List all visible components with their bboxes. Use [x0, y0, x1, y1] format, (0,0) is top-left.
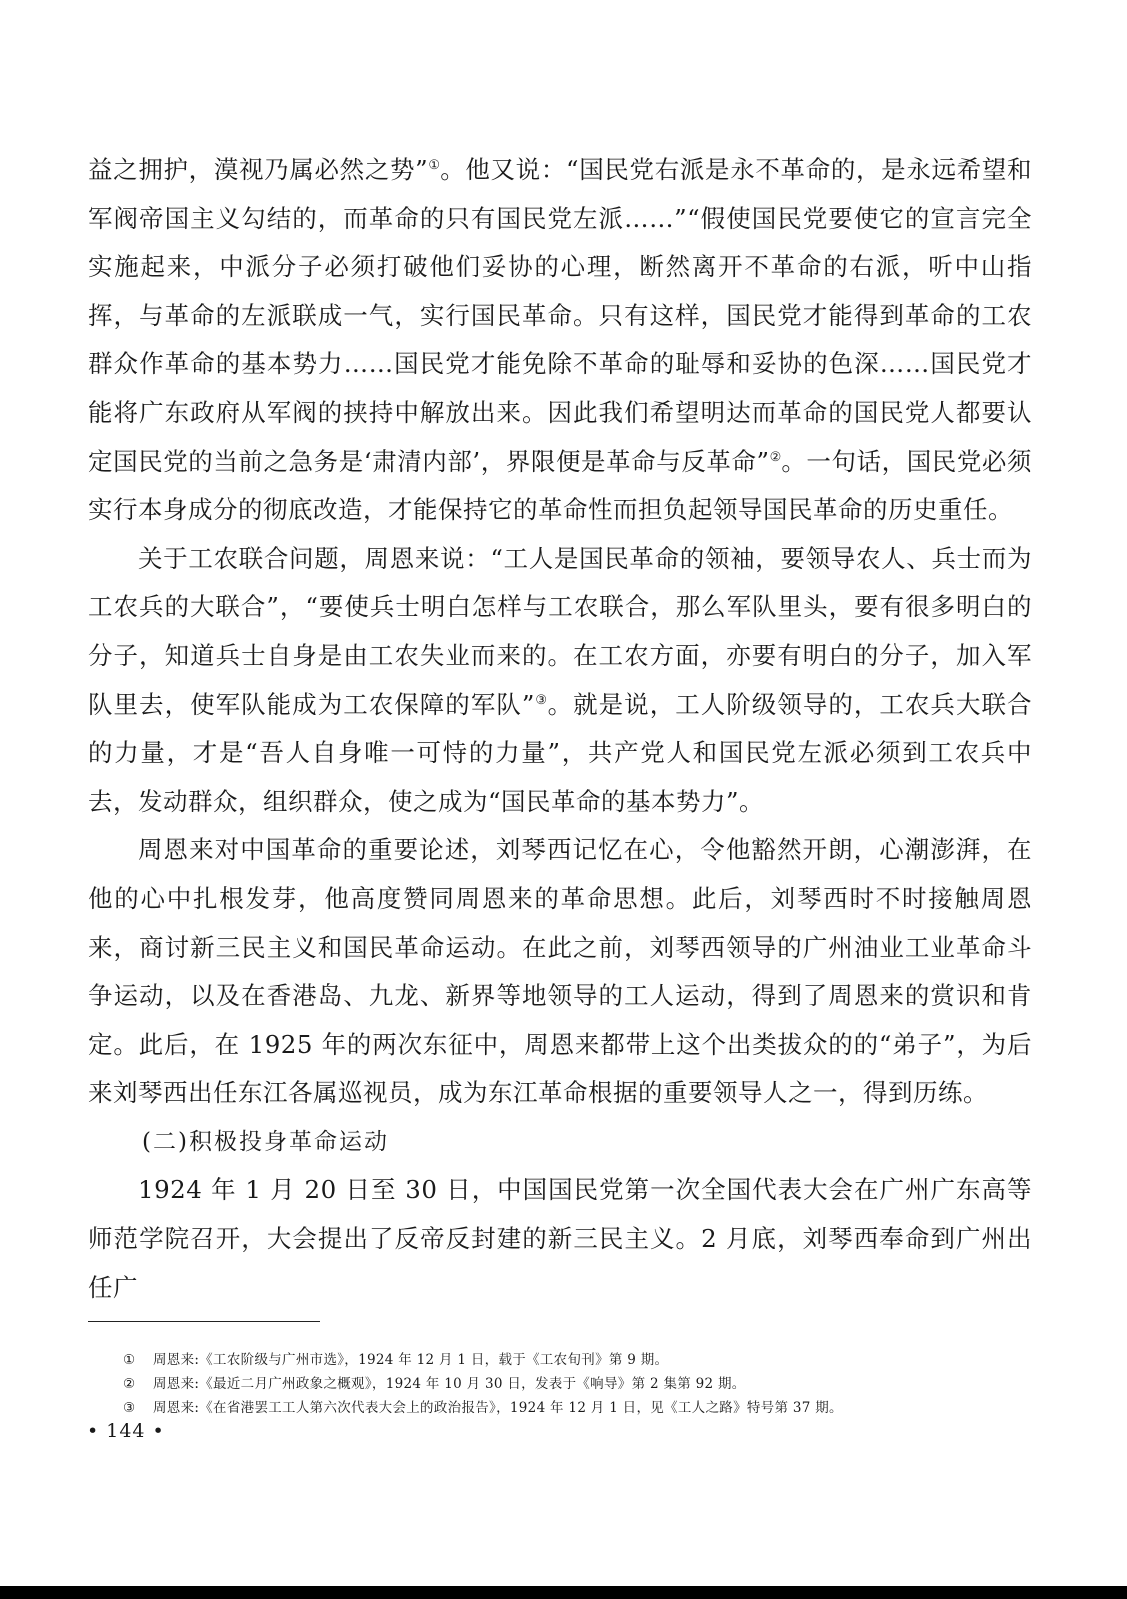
body-paragraph: [88, 826, 1032, 1118]
footnote-text: 周恩来:《工农阶级与广州市选》，1924 年 12 月 1 日，载于《工农旬刊》第 9 期。: [153, 1352, 669, 1368]
footnote-reference: ②: [769, 449, 782, 465]
footnote-mark: ①: [123, 1352, 136, 1368]
footnote-separator: [88, 1321, 320, 1322]
page-number: • 144 •: [87, 1420, 165, 1442]
footnote-mark: ②: [123, 1376, 136, 1392]
body-paragraph: [88, 535, 1032, 827]
paragraphs-after-heading: [88, 1166, 1032, 1312]
footnote-text: 周恩来:《在省港罢工工人第六次代表大会上的政治报告》，1924 年 12 月 1 日，见《工人之路》特号第 37 期。: [153, 1400, 843, 1416]
body-paragraph: [88, 146, 1032, 535]
footnote-mark: ③: [123, 1400, 136, 1416]
scan-border: [0, 1586, 1127, 1599]
paragraph-text: 益之拥护，漠视乃属必然之势”: [88, 155, 429, 184]
paragraph-text: 。就是说，工人阶级领导的，工农兵大联合的力量，才是“吾人自身唯一可恃的力量”，共产党人和国民党左派必须到工农兵中去，发动群众，组织群众，使之成为“国民革命的基本势力”。: [88, 689, 1033, 816]
body-paragraph: [88, 1166, 1032, 1312]
footnote-reference: ①: [428, 157, 441, 173]
section-heading: (二)积极投身革命运动: [142, 1128, 389, 1155]
footnote: [123, 1372, 1003, 1396]
paragraph-text: 关于工农联合问题，周恩来说：“工人是国民革命的领袖，要领导农人、兵士而为工农兵的大联合”，“要使兵士明白怎样与工农联合，那么军队里头，要有很多明白的分子，知道兵士自身是由工农失业而来的。在工农方面，亦要有明白的分子，加入军队里去，使军队能成为工农保障的军队”: [88, 543, 1032, 719]
footnote: [123, 1396, 1003, 1420]
footnote-text: 周恩来:《最近二月广州政象之概观》，1924 年 10 月 30 日，发表于《响导》第 2 集第 92 期。: [153, 1376, 746, 1392]
footnote-reference: ③: [534, 692, 548, 708]
body-text: [88, 146, 1032, 1312]
paragraphs-before-heading: [88, 146, 1032, 1118]
paragraph-text: 1924 年 1 月 20 日至 30 日，中国国民党第一次全国代表大会在广州广东高等师范学院召开，大会提出了反帝反封建的新三民主义。2 月底，刘琴西奉命到广州出任广: [88, 1175, 1032, 1302]
paragraph-text: 。他又说：“国民党右派是永不革命的，是永远希望和军阀帝国主义勾结的，而革命的只有国民党左派……”“假使国民党要使它的宣言完全实施起来，中派分子必须打破他们妥协的心理，断然离开不革命的右派，听中山指挥，与革命的左派联成一气，实行国民革命。只有这样，国民党才能得到革命的工农群众作革命的基本势力……国民党才能免除不革命的耻辱和妥协的色深……国民党才能将广东政府从军阀的挟持中解放出来。因此我们希望明达而革命的国民党人都要认定国民党的当前之急务是‘肃清内部’，界限便是革命与反革命”: [88, 155, 1033, 476]
footnote: [123, 1348, 1003, 1372]
paragraph-text: 周恩来对中国革命的重要论述，刘琴西记忆在心，令他豁然开朗，心潮澎湃，在他的心中扎根发芽，他高度赞同周恩来的革命思想。此后，刘琴西时不时接触周恩来，商讨新三民主义和国民革命运动。在此之前，刘琴西领导的广州油业工业革命斗争运动，以及在香港岛、九龙、新界等地领导的工人运动，得到了周恩来的赏识和肯定。此后，在 1925 年的两次东征中，周恩来都带上这个出类拔众的的“弟子”，为后来刘琴西出任东江各属巡视员，成为东江革命根据的重要领导人之一，得到历练。: [88, 835, 1032, 1108]
footnotes: [123, 1348, 1003, 1420]
paragraph-text: 。一句话，国民党必须实行本身成分的彻底改造，才能保持它的革命性而担负起领导国民革命的历史重任。: [88, 446, 1032, 525]
